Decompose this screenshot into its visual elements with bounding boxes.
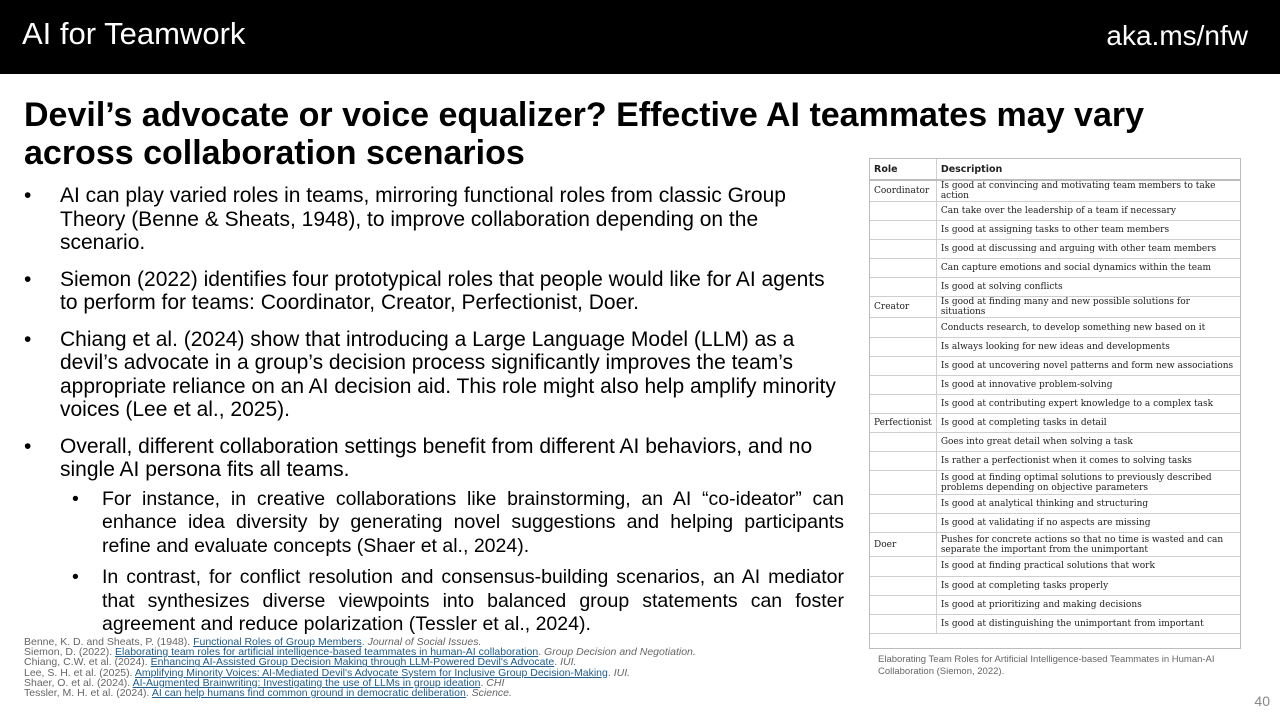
roles-table-container	[869, 158, 1241, 649]
role-cell: Doer	[870, 533, 936, 557]
description-cell: Is good at discussing and arguing with other team members	[936, 240, 1240, 259]
bullet-text: Siemon (2022) identifies four prototypical roles that people would like for AI agents to perform for teams: Coordinator, Creator, Perfectionist, Doer.	[60, 267, 825, 314]
reference-item	[24, 637, 854, 647]
role-cell	[870, 614, 936, 633]
reference-separator: .	[361, 637, 368, 648]
table-row	[870, 595, 1240, 614]
table-row	[870, 240, 1240, 259]
table-row	[870, 576, 1240, 595]
table-row	[870, 297, 1240, 318]
role-cell	[870, 595, 936, 614]
role-cell: Coordinator	[870, 180, 936, 202]
header-bar	[0, 0, 1280, 74]
reference-link[interactable]: AI-Augmented Brainwriting: Investigating the use of LLMs in group ideation	[132, 677, 481, 689]
description-cell: Goes into great detail when solving a task	[936, 433, 1240, 452]
table-row	[870, 533, 1240, 557]
bullet-text: Overall, different collaboration settings benefit from different AI behaviors, and no single AI persona fits all teams.	[60, 434, 813, 481]
role-cell	[870, 471, 936, 495]
role-cell	[870, 514, 936, 533]
description-cell: Can capture emotions and social dynamics within the team	[936, 259, 1240, 278]
roles-table	[870, 159, 1240, 634]
bullet-item	[24, 435, 844, 482]
reference-link[interactable]: Enhancing AI-Assisted Group Decision Making through LLM-Powered Devil's Advocate	[150, 657, 555, 668]
description-cell: Is good at innovative problem-solving	[936, 375, 1240, 394]
description-cell: Is good at finding many and new possible solutions for situations	[936, 297, 1240, 318]
description-cell: Is good at finding optimal solutions to previously described problems depending on objective parameters	[936, 471, 1240, 495]
description-cell: Is always looking for new ideas and developments	[936, 337, 1240, 356]
reference-separator: .	[607, 667, 614, 678]
reference-venue: Journal of Social Issues.	[367, 637, 482, 648]
sub-bullet-item	[24, 566, 844, 637]
short-url: aka.ms/nfw	[1106, 20, 1248, 51]
table-row	[870, 557, 1240, 576]
sub-bullet-item	[24, 488, 844, 559]
sub-bullet-marker: •	[72, 487, 79, 510]
table-row	[870, 375, 1240, 394]
description-cell: Is good at assigning tasks to other team members	[936, 221, 1240, 240]
table-row	[870, 202, 1240, 221]
bullet-list	[24, 184, 844, 648]
reference-separator: .	[465, 688, 472, 699]
description-cell: Pushes for concrete actions so that no time is wasted and can separate the important from the unimportant	[936, 533, 1240, 557]
reference-venue: IUI.	[613, 667, 631, 678]
sub-bullet-text: In contrast, for conflict resolution and consensus-building scenarios, an AI mediator that synthesizes diverse viewpoints into balanced group statements can foster agreement and reduce polarization (Tessler et al., 2024).	[102, 566, 844, 635]
reference-item	[24, 668, 854, 678]
table-row	[870, 337, 1240, 356]
page-number: 40	[1254, 693, 1270, 709]
reference-link[interactable]: Functional Roles of Group Members	[193, 637, 362, 648]
slide-headline: Devil’s advocate or voice equalizer? Effective AI teammates may vary across collaboration scenarios	[24, 96, 1145, 172]
reference-venue: Group Decision and Negotiation.	[544, 647, 696, 658]
role-cell	[870, 452, 936, 471]
bullet-marker: •	[24, 434, 32, 458]
description-cell: Is good at analytical thinking and structuring	[936, 495, 1240, 514]
reference-venue: Science.	[471, 688, 512, 699]
role-cell	[870, 318, 936, 337]
description-cell: Is good at completing tasks properly	[936, 576, 1240, 595]
references-list	[24, 637, 854, 698]
table-row	[870, 180, 1240, 202]
table-row	[870, 356, 1240, 375]
reference-item	[24, 647, 854, 657]
bullet-item	[24, 184, 844, 255]
description-cell: Is good at uncovering novel patterns and form new associations	[936, 356, 1240, 375]
table-row	[870, 394, 1240, 413]
description-cell: Is good at prioritizing and making decisions	[936, 595, 1240, 614]
table-body	[870, 180, 1240, 633]
reference-link[interactable]: Elaborating team roles for artificial intelligence-based teammates in human-AI collaboration	[115, 647, 539, 658]
role-cell	[870, 202, 936, 221]
bullet-marker: •	[24, 267, 32, 291]
reference-venue: IUI.	[560, 657, 577, 668]
role-cell	[870, 278, 936, 297]
description-cell: Is good at contributing expert knowledge to a complex task	[936, 394, 1240, 413]
table-caption: Elaborating Team Roles for Artificial Intelligence-based Teammates in Human-AI Collaboration (Siemon, 2022).	[878, 654, 1215, 677]
role-cell	[870, 576, 936, 595]
reference-separator: .	[538, 647, 545, 658]
reference-item	[24, 678, 854, 688]
role-cell	[870, 259, 936, 278]
reference-authors: Benne, K. D. and Sheats, P. (1948).	[24, 637, 194, 648]
table-row	[870, 433, 1240, 452]
role-cell	[870, 433, 936, 452]
reference-authors: Lee, S. H. et al. (2025).	[24, 667, 135, 678]
description-cell: Is good at distinguishing the unimportant from important	[936, 614, 1240, 633]
table-row	[870, 413, 1240, 432]
role-cell	[870, 240, 936, 259]
bullet-item	[24, 268, 844, 315]
reference-authors: Siemon, D. (2022).	[24, 647, 116, 658]
description-cell: Can take over the leadership of a team if necessary	[936, 202, 1240, 221]
table-row	[870, 614, 1240, 633]
bullet-marker: •	[24, 327, 32, 351]
reference-authors: Shaer, O. et al. (2024).	[24, 677, 133, 689]
column-header-description: Description	[936, 159, 1240, 180]
reference-authors: Tessler, M. H. et al. (2024).	[24, 688, 152, 699]
role-cell	[870, 394, 936, 413]
table-row	[870, 259, 1240, 278]
description-cell: Is good at completing tasks in detail	[936, 413, 1240, 432]
table-row	[870, 278, 1240, 297]
description-cell: Is good at convincing and motivating team members to take action	[936, 180, 1240, 202]
bullet-text: Chiang et al. (2024) show that introducing a Large Language Model (LLM) as a devil’s advocate in a group’s decision process significantly improves the team’s appropriate reliance on an AI decision aid. This role might also help amplify minority voices (Lee et al., 2025).	[60, 327, 836, 421]
role-cell: Perfectionist	[870, 413, 936, 432]
sub-bullet-marker: •	[72, 566, 79, 588]
column-header-role: Role	[870, 159, 936, 180]
role-cell	[870, 375, 936, 394]
sub-bullet-text: For instance, in creative collaborations like brainstorming, an AI “co-ideator” can enhance idea diversity by generating novel suggestions and helping participants refine and evaluate concepts (Shaer et al., 2024).	[102, 487, 844, 557]
reference-venue: CHI	[486, 677, 505, 689]
bullet-text: AI can play varied roles in teams, mirroring functional roles from classic Group Theory (Benne & Sheats, 1948), to improve collaboration depending on the scenario.	[60, 184, 786, 254]
reference-item	[24, 657, 854, 667]
table-row	[870, 221, 1240, 240]
reference-item	[24, 688, 854, 698]
reference-link[interactable]: AI can help humans find common ground in democratic deliberation	[151, 688, 466, 699]
role-cell	[870, 495, 936, 514]
table-row	[870, 495, 1240, 514]
deck-title: AI for Teamwork	[22, 16, 246, 51]
bullet-marker: •	[24, 184, 32, 207]
description-cell: Is good at solving conflicts	[936, 278, 1240, 297]
reference-separator: .	[480, 677, 487, 689]
table-row	[870, 514, 1240, 533]
role-cell: Creator	[870, 297, 936, 318]
table-row	[870, 471, 1240, 495]
reference-separator: .	[554, 657, 561, 668]
role-cell	[870, 356, 936, 375]
table-row	[870, 452, 1240, 471]
bullet-item	[24, 328, 844, 422]
description-cell: Is good at finding practical solutions that work	[936, 557, 1240, 576]
description-cell: Is good at validating if no aspects are missing	[936, 514, 1240, 533]
role-cell	[870, 557, 936, 576]
reference-authors: Chiang, C.W. et al. (2024).	[24, 657, 151, 668]
role-cell	[870, 221, 936, 240]
description-cell: Is rather a perfectionist when it comes to solving tasks	[936, 452, 1240, 471]
table-row	[870, 318, 1240, 337]
description-cell: Conducts research, to develop something new based on it	[936, 318, 1240, 337]
reference-link[interactable]: Amplifying Minority Voices: AI-Mediated Devil's Advocate System for Inclusive Group Decision-Making	[134, 667, 608, 678]
table-header-row	[870, 159, 1240, 180]
role-cell	[870, 337, 936, 356]
